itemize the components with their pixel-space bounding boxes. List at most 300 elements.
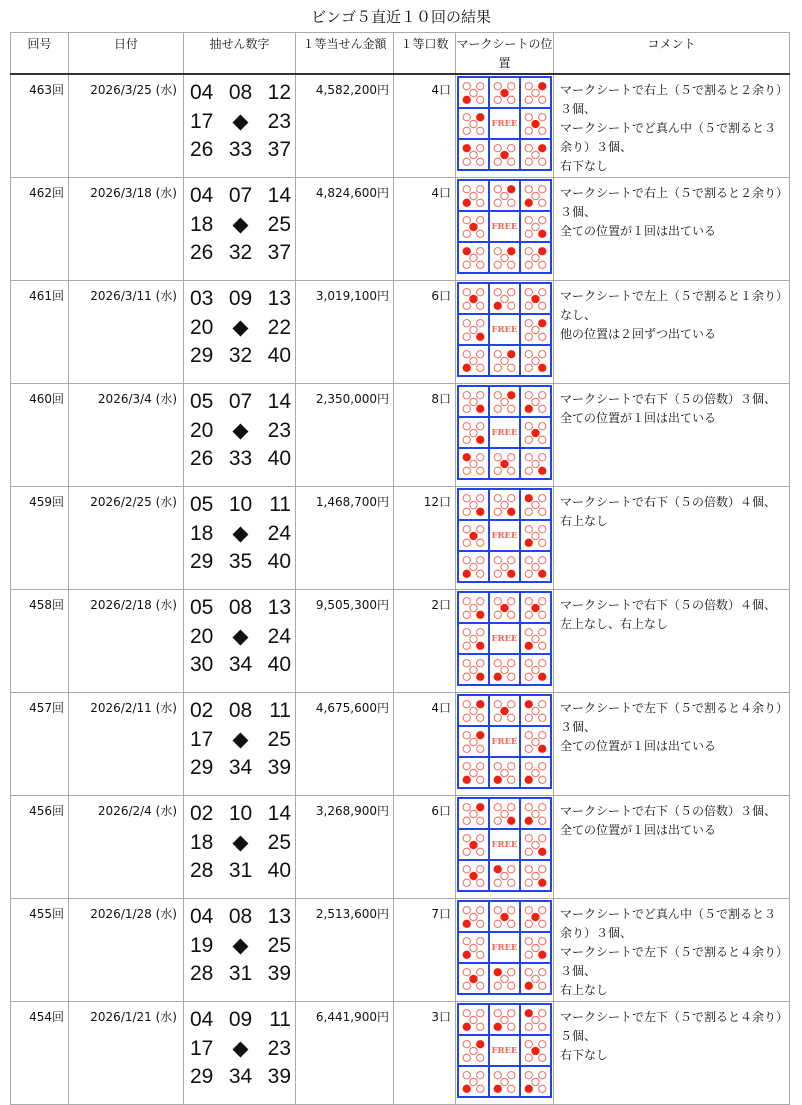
first-prize-amount: 9,505,300円 <box>296 590 394 693</box>
marked-circle <box>507 185 515 193</box>
comment <box>554 693 790 796</box>
comment <box>554 178 790 281</box>
mark-cell <box>458 798 489 829</box>
empty-circle <box>494 803 501 810</box>
mark-cell <box>520 757 551 788</box>
empty-circle <box>539 1009 546 1016</box>
marked-circle <box>500 459 508 467</box>
comment-line: 右下なし <box>560 159 609 173</box>
drawn-number: 40 <box>267 344 291 367</box>
marked-circle <box>494 865 502 873</box>
empty-circle <box>508 96 515 103</box>
empty-circle <box>525 302 532 309</box>
empty-circle <box>532 223 539 230</box>
empty-circle <box>539 350 546 357</box>
empty-circle <box>470 398 477 405</box>
marked-circle <box>476 332 484 340</box>
empty-circle <box>525 1023 532 1030</box>
drawn-number: 19 <box>190 933 214 957</box>
comment-line: 左上なし、右上なし <box>560 617 669 631</box>
empty-circle <box>477 350 484 357</box>
mark-cell <box>520 726 551 757</box>
drawn-number: 29 <box>190 1065 214 1088</box>
empty-circle <box>501 769 508 776</box>
marked-circle <box>463 363 471 371</box>
drawn-number: 35 <box>228 550 253 573</box>
empty-circle <box>477 951 484 958</box>
empty-circle <box>508 158 515 165</box>
empty-circle <box>477 144 484 151</box>
empty-circle <box>463 405 470 412</box>
draw-date: 2026/3/18 (水) <box>69 178 184 281</box>
mark-cell <box>458 77 489 108</box>
mark-cell <box>489 592 520 623</box>
draw-date: 2026/1/21 (水) <box>69 1002 184 1105</box>
empty-circle <box>463 968 470 975</box>
empty-circle <box>463 1054 470 1061</box>
empty-circle <box>525 920 532 927</box>
marked-circle <box>525 641 533 649</box>
free-cell: FREE <box>489 623 520 654</box>
empty-circle <box>532 635 539 642</box>
empty-circle <box>525 127 532 134</box>
empty-circle <box>463 185 470 192</box>
diamond-icon: ◆ <box>232 418 249 442</box>
drawn-number: 17 <box>190 727 214 751</box>
drawn-number: 07 <box>228 184 253 207</box>
comment-line: マークシートで右上（５で割ると２余り）３個、 <box>560 83 783 116</box>
mark-cell <box>458 283 489 314</box>
drawn-number: 25 <box>267 830 291 854</box>
empty-circle <box>525 628 532 635</box>
table-row <box>11 384 790 487</box>
empty-circle <box>494 508 501 515</box>
comment <box>554 899 790 1002</box>
marked-circle <box>463 247 471 255</box>
empty-circle <box>539 920 546 927</box>
draw-date: 2026/2/4 (水) <box>69 796 184 899</box>
mark-cell <box>458 242 489 273</box>
mark-cell <box>458 829 489 860</box>
marked-circle <box>538 247 546 255</box>
comment-line: マークシートで左下（５で割ると４余り）３個、 <box>560 945 783 978</box>
first-prize-winners: 7口 <box>394 899 456 1002</box>
diamond-icon: ◆ <box>232 315 249 339</box>
empty-circle <box>494 597 501 604</box>
mark-cell <box>489 242 520 273</box>
empty-circle <box>539 96 546 103</box>
drawn-number: 17 <box>190 109 214 133</box>
marksheet-positions <box>456 796 554 899</box>
marksheet-positions <box>456 384 554 487</box>
empty-circle <box>525 673 532 680</box>
mark-cell <box>458 901 489 932</box>
empty-circle <box>477 82 484 89</box>
empty-circle <box>463 436 470 443</box>
drawn-number: 29 <box>190 550 214 573</box>
diamond-icon: ◆ <box>232 212 249 236</box>
empty-circle <box>525 659 532 666</box>
mark-cell <box>458 1066 489 1097</box>
marked-circle <box>538 744 546 752</box>
empty-circle <box>477 714 484 721</box>
drawn-number: 39 <box>267 756 291 779</box>
comment-line: マークシートで左上（５で割ると１余り）なし、 <box>560 289 783 322</box>
empty-circle <box>470 635 477 642</box>
comment-line: 右下なし <box>560 1048 609 1062</box>
empty-circle <box>501 1016 508 1023</box>
empty-circle <box>525 113 532 120</box>
empty-circle <box>525 350 532 357</box>
empty-circle <box>508 700 515 707</box>
diamond-icon: ◆ <box>232 1036 249 1060</box>
empty-circle <box>539 1040 546 1047</box>
empty-circle <box>539 494 546 501</box>
empty-circle <box>539 906 546 913</box>
mark-cell <box>520 963 551 994</box>
marked-circle <box>500 706 508 714</box>
table-row <box>11 693 790 796</box>
empty-circle <box>477 158 484 165</box>
marked-circle <box>476 731 484 739</box>
marked-circle <box>476 672 484 680</box>
drawn-number: 31 <box>228 962 253 985</box>
free-cell: FREE <box>489 726 520 757</box>
marked-circle <box>500 88 508 96</box>
drawn-number: 09 <box>228 287 253 310</box>
empty-circle <box>525 247 532 254</box>
diamond-icon: ◆ <box>232 109 249 133</box>
empty-circle <box>508 288 515 295</box>
empty-circle <box>539 865 546 872</box>
empty-circle <box>539 803 546 810</box>
winning-numbers <box>184 1002 296 1105</box>
comment <box>554 590 790 693</box>
mark-cell <box>489 489 520 520</box>
draw-date: 2026/1/28 (水) <box>69 899 184 1002</box>
empty-circle <box>501 295 508 302</box>
empty-circle <box>463 848 470 855</box>
drawn-number: 18 <box>190 212 214 236</box>
empty-circle <box>477 288 484 295</box>
empty-circle <box>463 113 470 120</box>
empty-circle <box>525 288 532 295</box>
mark-cell <box>489 448 520 479</box>
empty-circle <box>532 944 539 951</box>
mark-cell <box>489 1004 520 1035</box>
mark-cell <box>458 139 489 170</box>
marked-circle <box>531 428 539 436</box>
drawn-number: 39 <box>267 1065 291 1088</box>
empty-circle <box>470 429 477 436</box>
empty-circle <box>463 319 470 326</box>
drawn-number: 08 <box>228 596 253 619</box>
empty-circle <box>525 762 532 769</box>
empty-circle <box>463 611 470 618</box>
empty-circle <box>539 556 546 563</box>
empty-circle <box>470 460 477 467</box>
mark-cell <box>520 592 551 623</box>
winning-numbers <box>184 281 296 384</box>
table-row <box>11 74 790 178</box>
empty-circle <box>539 597 546 604</box>
empty-circle <box>477 391 484 398</box>
comment-line: 他の位置は２回ずつ出ている <box>560 327 717 341</box>
empty-circle <box>525 803 532 810</box>
empty-circle <box>508 302 515 309</box>
mark-cell <box>458 963 489 994</box>
draw-number: 462回 <box>11 178 69 281</box>
empty-circle <box>539 714 546 721</box>
first-prize-amount: 4,675,600円 <box>296 693 394 796</box>
marked-circle <box>494 1084 502 1092</box>
empty-circle <box>463 982 470 989</box>
table-row <box>11 796 790 899</box>
empty-circle <box>463 1009 470 1016</box>
drawn-number: 23 <box>267 1036 291 1060</box>
mark-cell <box>520 77 551 108</box>
empty-circle <box>539 628 546 635</box>
empty-circle <box>501 501 508 508</box>
free-cell: FREE <box>489 417 520 448</box>
empty-circle <box>463 937 470 944</box>
marksheet-positions <box>456 74 554 178</box>
empty-circle <box>501 1078 508 1085</box>
free-cell: FREE <box>489 211 520 242</box>
drawn-number: 04 <box>190 184 214 207</box>
empty-circle <box>463 261 470 268</box>
empty-circle <box>463 865 470 872</box>
mark-cell <box>458 726 489 757</box>
empty-circle <box>525 364 532 371</box>
marked-circle <box>507 507 515 515</box>
drawn-number: 39 <box>267 962 291 985</box>
free-cell: FREE <box>489 314 520 345</box>
empty-circle <box>463 467 470 474</box>
empty-circle <box>463 333 470 340</box>
header-comment: コメント <box>554 33 790 75</box>
table-row <box>11 899 790 1002</box>
empty-circle <box>525 525 532 532</box>
drawn-number: 26 <box>190 241 214 264</box>
mark-cell <box>520 283 551 314</box>
table-row <box>11 178 790 281</box>
marked-circle <box>507 569 515 577</box>
empty-circle <box>477 982 484 989</box>
empty-circle <box>539 611 546 618</box>
drawn-number: 08 <box>228 905 253 928</box>
empty-circle <box>463 817 470 824</box>
empty-circle <box>508 1071 515 1078</box>
empty-circle <box>501 872 508 879</box>
empty-circle <box>477 1085 484 1092</box>
mark-cell <box>458 345 489 376</box>
mark-cell <box>520 417 551 448</box>
empty-circle <box>494 494 501 501</box>
empty-circle <box>539 261 546 268</box>
empty-circle <box>477 319 484 326</box>
empty-circle <box>539 659 546 666</box>
empty-circle <box>539 288 546 295</box>
mark-cell <box>458 386 489 417</box>
drawn-number: 12 <box>267 81 291 104</box>
mark-cell <box>520 489 551 520</box>
marked-circle <box>476 1040 484 1048</box>
first-prize-amount: 2,350,000円 <box>296 384 394 487</box>
empty-circle <box>477 597 484 604</box>
empty-circle <box>463 745 470 752</box>
empty-circle <box>463 302 470 309</box>
empty-circle <box>508 968 515 975</box>
empty-circle <box>532 1016 539 1023</box>
mark-cell <box>489 139 520 170</box>
diamond-icon: ◆ <box>232 521 249 545</box>
empty-circle <box>477 817 484 824</box>
drawn-number: 08 <box>228 699 253 722</box>
empty-circle <box>494 762 501 769</box>
empty-circle <box>525 597 532 604</box>
first-prize-winners: 6口 <box>394 281 456 384</box>
empty-circle <box>508 762 515 769</box>
empty-circle <box>470 151 477 158</box>
draw-number: 454回 <box>11 1002 69 1105</box>
mark-cell <box>458 757 489 788</box>
marked-circle <box>525 198 533 206</box>
comment <box>554 487 790 590</box>
empty-circle <box>494 982 501 989</box>
winning-numbers <box>184 178 296 281</box>
empty-circle <box>463 714 470 721</box>
table-row <box>11 281 790 384</box>
marked-circle <box>538 466 546 474</box>
mark-cell <box>520 695 551 726</box>
drawn-number: 05 <box>190 390 214 413</box>
empty-circle <box>470 120 477 127</box>
drawn-number: 23 <box>267 418 291 442</box>
empty-circle <box>508 1023 515 1030</box>
empty-circle <box>494 82 501 89</box>
comment-line: マークシートで右下（５の倍数）３個、 <box>560 392 777 406</box>
marked-circle <box>469 840 477 848</box>
empty-circle <box>477 216 484 223</box>
empty-circle <box>477 879 484 886</box>
empty-circle <box>539 436 546 443</box>
winning-numbers <box>184 74 296 178</box>
drawn-number: 33 <box>228 447 253 470</box>
first-prize-amount: 2,513,600円 <box>296 899 394 1002</box>
marked-circle <box>476 610 484 618</box>
draw-number: 456回 <box>11 796 69 899</box>
marked-circle <box>494 301 502 309</box>
empty-circle <box>501 810 508 817</box>
empty-circle <box>463 762 470 769</box>
drawn-number: 28 <box>190 962 214 985</box>
empty-circle <box>494 611 501 618</box>
empty-circle <box>525 906 532 913</box>
empty-circle <box>463 230 470 237</box>
marked-circle <box>525 775 533 783</box>
empty-circle <box>539 422 546 429</box>
drawn-number: 40 <box>267 550 291 573</box>
empty-circle <box>470 192 477 199</box>
empty-circle <box>525 216 532 223</box>
first-prize-winners: 4口 <box>394 74 456 178</box>
mark-cell <box>458 860 489 891</box>
empty-circle <box>532 810 539 817</box>
mark-cell <box>520 932 551 963</box>
empty-circle <box>463 158 470 165</box>
empty-circle <box>539 127 546 134</box>
empty-circle <box>539 731 546 738</box>
drawn-number: 25 <box>267 727 291 751</box>
empty-circle <box>494 261 501 268</box>
empty-circle <box>477 364 484 371</box>
drawn-number: 34 <box>228 1065 253 1088</box>
empty-circle <box>494 391 501 398</box>
diamond-icon: ◆ <box>232 830 249 854</box>
empty-circle <box>463 288 470 295</box>
mark-cell <box>520 386 551 417</box>
empty-circle <box>532 501 539 508</box>
empty-circle <box>494 700 501 707</box>
marksheet-positions <box>456 1002 554 1105</box>
empty-circle <box>470 666 477 673</box>
empty-circle <box>470 810 477 817</box>
empty-circle <box>463 508 470 515</box>
comment-line: 全ての位置が１回は出ている <box>560 411 717 425</box>
marked-circle <box>494 1022 502 1030</box>
empty-circle <box>539 762 546 769</box>
empty-circle <box>525 834 532 841</box>
empty-circle <box>501 192 508 199</box>
marked-circle <box>525 404 533 412</box>
empty-circle <box>508 611 515 618</box>
empty-circle <box>532 192 539 199</box>
winning-numbers <box>184 796 296 899</box>
empty-circle <box>501 666 508 673</box>
drawn-number: 25 <box>267 212 291 236</box>
empty-circle <box>525 158 532 165</box>
empty-circle <box>532 841 539 848</box>
empty-circle <box>494 199 501 206</box>
first-prize-winners: 6口 <box>394 796 456 899</box>
empty-circle <box>532 975 539 982</box>
drawn-number: 40 <box>267 653 291 676</box>
empty-circle <box>525 1040 532 1047</box>
drawn-number: 37 <box>267 138 291 161</box>
first-prize-amount: 3,268,900円 <box>296 796 394 899</box>
empty-circle <box>501 975 508 982</box>
header-numbers: 抽せん数字 <box>184 33 296 75</box>
mark-cell <box>520 520 551 551</box>
drawn-number: 29 <box>190 344 214 367</box>
marked-circle <box>507 350 515 358</box>
empty-circle <box>470 326 477 333</box>
mark-cell <box>489 798 520 829</box>
draw-number: 455回 <box>11 899 69 1002</box>
drawn-number: 22 <box>267 315 291 339</box>
mark-cell <box>458 108 489 139</box>
winning-numbers <box>184 899 296 1002</box>
empty-circle <box>494 453 501 460</box>
empty-circle <box>539 1023 546 1030</box>
empty-circle <box>539 834 546 841</box>
empty-circle <box>477 199 484 206</box>
empty-circle <box>508 714 515 721</box>
empty-circle <box>477 539 484 546</box>
empty-circle <box>494 920 501 927</box>
empty-circle <box>539 113 546 120</box>
